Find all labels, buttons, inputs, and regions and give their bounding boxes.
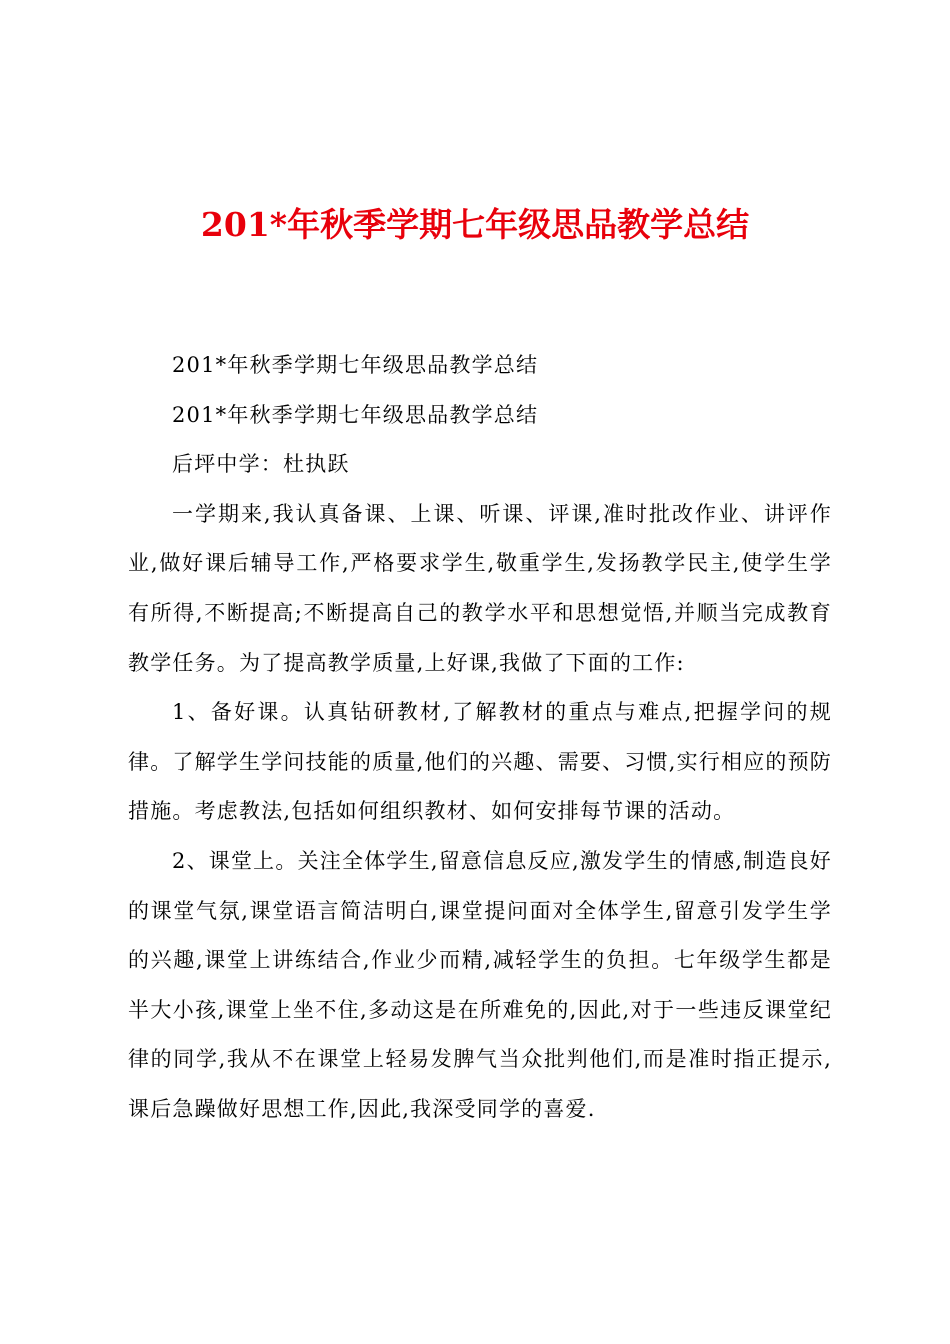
document-title: 201*年秋季学期七年级思品教学总结	[200, 205, 750, 244]
subtitle-line-2: 201*年秋季学期七年级思品教学总结	[172, 402, 539, 427]
subtitle-line-1: 201*年秋季学期七年级思品教学总结	[172, 353, 539, 377]
document-body	[128, 341, 832, 1135]
section-2-paragraph: 2、课堂上。关注全体学生,留意信息反应,激发学生的情感,制造良好的课堂气氛,课堂语言简洁明白,课堂提问面对全体学生,留意引发学生学的兴趣,课堂上讲练结合,作业少而精,减轻学生的负担。七年级学生都是半大小孩,课堂上坐不住,多动这是在所难免的,因此,对于一些违反课堂纪律的同学,我从不在课堂上轻易发脾气当众批判他们,而是准时指正提示,课后急躁做好思想工作,因此,我深受同学的喜爱.	[128, 848, 832, 1121]
section-1-paragraph: 1、备好课。认真钻研教材,了解教材的重点与难点,把握学问的规律。了解学生学问技能的质量,他们的兴趣、需要、习惯,实行相应的预防措施。考虑教法,包括如何组织教材、如何安排每节课的活动。	[128, 700, 832, 824]
intro-paragraph: 一学期来,我认真备课、上课、听课、评课,准时批改作业、讲评作业,做好课后辅导工作,严格要求学生,敬重学生,发扬教学民主,使学生学有所得,不断提高;不断提高自己的教学水平和思想觉悟,并顺当完成教育教学任务。为了提高教学质量,上好课,我做了下面的工作:	[128, 501, 832, 675]
author-line: 后坪中学：杜执跃	[172, 452, 350, 477]
